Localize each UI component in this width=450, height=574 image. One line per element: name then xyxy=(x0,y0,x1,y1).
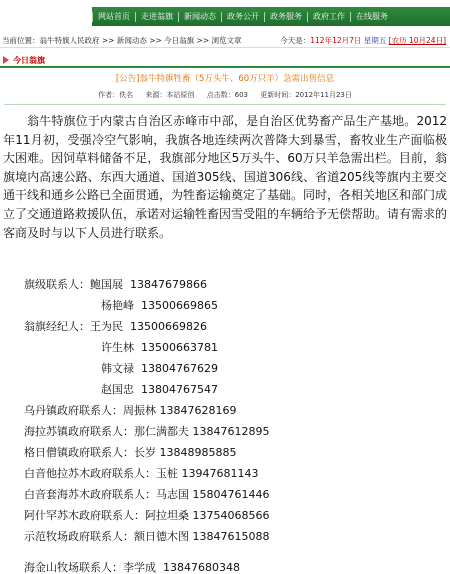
nav-item-public-affairs[interactable]: 政务公开 xyxy=(227,12,259,21)
contact-phone: 13500663781 xyxy=(141,341,218,354)
contact-name: 许生林 xyxy=(101,341,134,354)
contact-label: 白音套海苏木政府联系人： xyxy=(24,488,156,501)
contact-phone: 13847615088 xyxy=(192,530,270,543)
lunar-date: [农历 10月24日] xyxy=(388,36,446,45)
contact-row xyxy=(101,297,218,313)
contact-phone: 13847612895 xyxy=(192,425,270,438)
contact-name: 鲍国展 xyxy=(90,278,123,291)
contact-phone: 13500669865 xyxy=(141,299,218,312)
nav-bar xyxy=(92,7,450,26)
nav-item-gov-work[interactable]: 政府工作 xyxy=(313,12,345,21)
contact-phone: 13804767629 xyxy=(141,362,218,375)
article-updated: 更新时间：2012年11月23日 xyxy=(260,91,352,99)
contact-name: 阿拉坦桑 xyxy=(145,509,189,522)
contact-row xyxy=(24,507,269,523)
contact-label: 白音他拉苏木政府联系人： xyxy=(24,467,156,480)
contact-name: 李学成 xyxy=(123,561,156,574)
contact-row xyxy=(24,402,236,418)
contact-row xyxy=(101,381,218,397)
contact-name: 杨艳峰 xyxy=(101,299,134,312)
divider xyxy=(4,104,446,105)
date-prefix: 今天是： xyxy=(280,36,311,45)
arrow-icon xyxy=(3,56,9,64)
section-header xyxy=(0,54,450,68)
contact-row xyxy=(24,528,269,544)
nav-item-services[interactable]: 政务服务 xyxy=(270,12,302,21)
contact-label: 示范牧场政府联系人： xyxy=(24,530,134,543)
article-title: [公告]翁牛特旗牲畜（5万头牛、60万只羊）急需出售信息 xyxy=(115,74,335,84)
contact-row xyxy=(24,465,258,481)
nav-item-home[interactable]: 网站首页 xyxy=(98,12,130,21)
article-source: 来源：本站原创 xyxy=(145,91,195,99)
contact-name: 韩文禄 xyxy=(101,362,134,375)
contact-phone: 13847680348 xyxy=(163,561,240,574)
date-main: 112年12月7日 xyxy=(310,36,362,45)
contact-name: 那仁满都夫 xyxy=(134,425,189,438)
date-display xyxy=(280,34,446,48)
contact-row xyxy=(24,423,269,439)
contact-phone: 13847628169 xyxy=(159,404,237,417)
contact-label: 阿什罕苏木政府联系人： xyxy=(24,509,145,522)
contact-name: 王为民 xyxy=(90,320,123,333)
contact-name: 赵国忠 xyxy=(101,383,134,396)
nav-item-online[interactable]: 在线服务 xyxy=(356,12,388,21)
contact-phone: 13947681143 xyxy=(181,467,259,480)
contact-phone: 15804761446 xyxy=(192,488,270,501)
weekday: 星期五 xyxy=(363,36,387,45)
contact-row xyxy=(101,339,218,355)
contact-name: 周振林 xyxy=(123,404,156,417)
article-hits: 点击数：603 xyxy=(206,91,248,99)
article-meta xyxy=(0,90,450,100)
contact-label: 翁旗经纪人： xyxy=(24,320,90,333)
contact-phone: 13804767547 xyxy=(141,383,218,396)
contact-name: 长岁 xyxy=(134,446,156,459)
breadcrumb[interactable]: 当前位置：翁牛特旗人民政府 >> 新闻动态 >> 今日翁旗 >> 浏览文章 xyxy=(2,36,242,45)
article-body xyxy=(0,112,450,242)
contact-phone: 13500669826 xyxy=(130,320,207,333)
contact-phone: 13848985885 xyxy=(159,446,237,459)
contact-label: 乌丹镇政府联系人： xyxy=(24,404,123,417)
top-nav xyxy=(0,0,450,30)
contact-row xyxy=(101,360,218,376)
contact-label: 格日僧镇政府联系人： xyxy=(24,446,134,459)
contact-phone: 13847679866 xyxy=(130,278,207,291)
contact-row xyxy=(24,486,269,502)
contact-row xyxy=(24,318,207,334)
article-author: 作者：佚名 xyxy=(98,91,134,99)
nav-item-news[interactable]: 新闻动态 xyxy=(184,12,216,21)
contact-label: 海金山牧场联系人： xyxy=(24,561,123,574)
contact-row xyxy=(24,559,240,574)
location-bar xyxy=(0,34,450,48)
section-title: 今日翁旗 xyxy=(13,56,45,65)
contact-row xyxy=(24,444,236,460)
contact-phone: 13754068566 xyxy=(192,509,270,522)
contact-name: 马志国 xyxy=(156,488,189,501)
nav-item-about[interactable]: 走进翁旗 xyxy=(141,12,173,21)
contact-label: 海拉苏镇政府联系人： xyxy=(24,425,134,438)
contact-label: 旗级联系人： xyxy=(24,278,90,291)
contact-name: 玉桩 xyxy=(156,467,178,480)
article-paragraph: 翁牛特旗位于内蒙古自治区赤峰市中部，是自治区优势畜产品生产基地。2012年11月初，受强冷空气影响，我旗各地连续两次普降大到暴雪，畜牧业生产面临极大困难。因饲草料储备不足，我旗部分地区5万头牛、60万只羊急需出栏。目前，翁旗境内高速公路、东西大通道、国道305线、国道306线、省道205线等旗内主要交通干线和通乡公路已全面贯通，为牲畜运输奠定了基础。同时，各相关地区和部门成立了交通道路救援队伍，承诺对运输牲畜因雪受阻的车辆给予无偿帮助。请有需求的客商及时与以下人员进行联系。 xyxy=(3,114,448,240)
contact-row xyxy=(24,276,207,292)
contact-name: 额日德木图 xyxy=(134,530,189,543)
